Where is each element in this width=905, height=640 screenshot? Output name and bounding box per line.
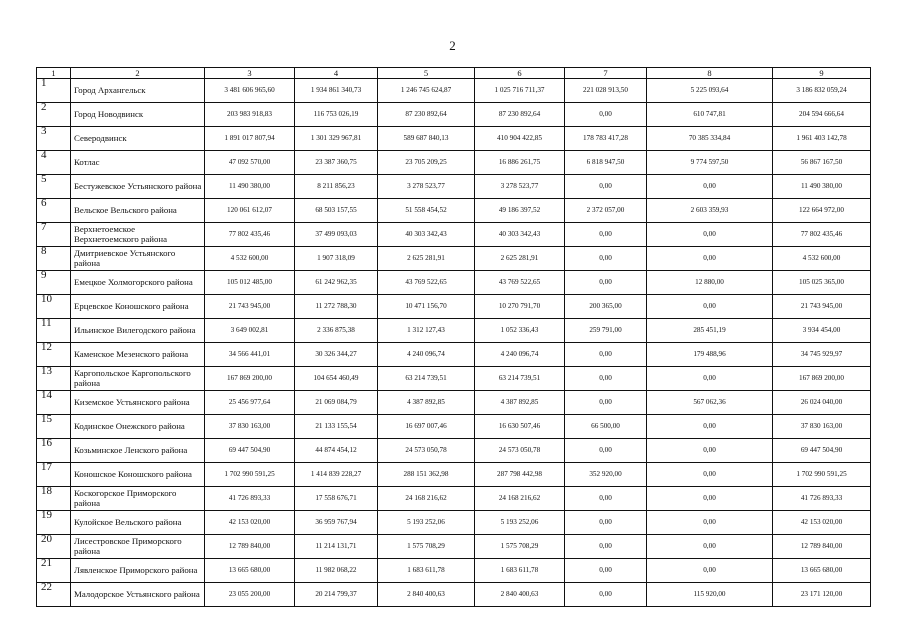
value-col-3: 203 983 918,83	[205, 103, 295, 127]
value-col-3: 1 891 017 807,94	[205, 127, 295, 151]
table-row	[37, 175, 871, 199]
column-header: 7	[565, 68, 647, 79]
value-col-4: 11 982 068,22	[295, 559, 378, 583]
table-row	[37, 535, 871, 559]
table-row	[37, 487, 871, 511]
value-col-9: 23 171 120,00	[773, 583, 871, 607]
value-col-5: 51 558 454,52	[378, 199, 475, 223]
value-col-5: 288 151 362,98	[378, 463, 475, 487]
value-col-9: 1 961 403 142,78	[773, 127, 871, 151]
municipality-name: Город Архангельск	[71, 79, 205, 103]
value-col-4: 23 387 360,75	[295, 151, 378, 175]
value-col-8: 0,00	[647, 367, 773, 391]
value-col-6: 410 904 422,85	[475, 127, 565, 151]
value-col-4: 44 874 454,12	[295, 439, 378, 463]
value-col-6: 87 230 892,64	[475, 103, 565, 127]
value-col-8: 0,00	[647, 439, 773, 463]
value-col-3: 21 743 945,00	[205, 295, 295, 319]
value-col-7: 6 818 947,50	[565, 151, 647, 175]
value-col-7: 0,00	[565, 343, 647, 367]
value-col-7: 0,00	[565, 535, 647, 559]
row-number: 15	[37, 415, 71, 439]
column-header: 8	[647, 68, 773, 79]
value-col-5: 5 193 252,06	[378, 511, 475, 535]
value-col-4: 17 558 676,71	[295, 487, 378, 511]
value-col-8: 567 062,36	[647, 391, 773, 415]
row-number: 4	[37, 151, 71, 175]
value-col-3: 11 490 380,00	[205, 175, 295, 199]
row-number: 6	[37, 199, 71, 223]
value-col-9: 41 726 893,33	[773, 487, 871, 511]
value-col-4: 37 499 093,03	[295, 223, 378, 247]
value-col-7: 0,00	[565, 391, 647, 415]
value-col-8: 610 747,81	[647, 103, 773, 127]
municipality-name: Коношское Коношского района	[71, 463, 205, 487]
value-col-9: 12 789 840,00	[773, 535, 871, 559]
value-col-9: 26 024 040,00	[773, 391, 871, 415]
municipality-name: Кодинское Онежского района	[71, 415, 205, 439]
value-col-6: 4 387 892,85	[475, 391, 565, 415]
table-row	[37, 247, 871, 271]
value-col-6: 1 025 716 711,37	[475, 79, 565, 103]
table-row	[37, 127, 871, 151]
value-col-4: 1 301 329 967,81	[295, 127, 378, 151]
value-col-5: 24 168 216,62	[378, 487, 475, 511]
municipality-name: Ерцевское Коношского района	[71, 295, 205, 319]
table-row	[37, 79, 871, 103]
value-col-8: 285 451,19	[647, 319, 773, 343]
row-number: 5	[37, 175, 71, 199]
value-col-6: 40 303 342,43	[475, 223, 565, 247]
value-col-7: 0,00	[565, 271, 647, 295]
value-col-8: 5 225 093,64	[647, 79, 773, 103]
row-number: 8	[37, 247, 71, 271]
municipality-name: Ильинское Вилегодского района	[71, 319, 205, 343]
value-col-3: 13 665 680,00	[205, 559, 295, 583]
row-number: 1	[37, 79, 71, 103]
value-col-7: 0,00	[565, 175, 647, 199]
row-number: 3	[37, 127, 71, 151]
value-col-6: 5 193 252,06	[475, 511, 565, 535]
value-col-9: 13 665 680,00	[773, 559, 871, 583]
value-col-5: 1 575 708,29	[378, 535, 475, 559]
table-row	[37, 199, 871, 223]
value-col-3: 3 649 002,81	[205, 319, 295, 343]
column-header: 1	[37, 68, 71, 79]
value-col-7: 178 783 417,28	[565, 127, 647, 151]
value-col-5: 40 303 342,43	[378, 223, 475, 247]
value-col-3: 37 830 163,00	[205, 415, 295, 439]
value-col-5: 43 769 522,65	[378, 271, 475, 295]
value-col-5: 1 683 611,78	[378, 559, 475, 583]
municipality-name: Город Новодвинск	[71, 103, 205, 127]
row-number: 21	[37, 559, 71, 583]
value-col-3: 4 532 600,00	[205, 247, 295, 271]
value-col-8: 0,00	[647, 463, 773, 487]
municipality-name: Бестужевское Устьянского района	[71, 175, 205, 199]
value-col-4: 116 753 026,19	[295, 103, 378, 127]
value-col-4: 61 242 962,35	[295, 271, 378, 295]
value-col-7: 0,00	[565, 439, 647, 463]
value-col-9: 4 532 600,00	[773, 247, 871, 271]
value-col-4: 1 907 318,09	[295, 247, 378, 271]
value-col-3: 120 061 612,07	[205, 199, 295, 223]
municipality-name: Верхнетоемское Верхнетоемского района	[71, 223, 205, 247]
value-col-7: 259 791,00	[565, 319, 647, 343]
value-col-6: 1 052 336,43	[475, 319, 565, 343]
value-col-3: 105 012 485,00	[205, 271, 295, 295]
value-col-7: 352 920,00	[565, 463, 647, 487]
row-number: 11	[37, 319, 71, 343]
table-row	[37, 367, 871, 391]
value-col-9: 21 743 945,00	[773, 295, 871, 319]
value-col-7: 221 028 913,50	[565, 79, 647, 103]
value-col-8: 0,00	[647, 247, 773, 271]
table-row	[37, 511, 871, 535]
table-row	[37, 415, 871, 439]
value-col-5: 23 705 209,25	[378, 151, 475, 175]
value-col-6: 10 270 791,70	[475, 295, 565, 319]
municipality-name: Коскогорское Приморского района	[71, 487, 205, 511]
value-col-7: 0,00	[565, 487, 647, 511]
value-col-9: 167 869 200,00	[773, 367, 871, 391]
value-col-6: 1 683 611,78	[475, 559, 565, 583]
column-number-row	[37, 68, 871, 79]
value-col-4: 1 414 839 228,27	[295, 463, 378, 487]
value-col-6: 1 575 708,29	[475, 535, 565, 559]
table-row	[37, 391, 871, 415]
value-col-7: 2 372 057,00	[565, 199, 647, 223]
value-col-9: 34 745 929,97	[773, 343, 871, 367]
value-col-5: 16 697 007,46	[378, 415, 475, 439]
value-col-4: 8 211 856,23	[295, 175, 378, 199]
table-row	[37, 295, 871, 319]
value-col-6: 287 798 442,98	[475, 463, 565, 487]
table-row	[37, 271, 871, 295]
row-number: 10	[37, 295, 71, 319]
municipality-name: Козьминское Ленского района	[71, 439, 205, 463]
value-col-7: 0,00	[565, 103, 647, 127]
row-number: 22	[37, 583, 71, 607]
value-col-8: 70 385 334,84	[647, 127, 773, 151]
column-header: 9	[773, 68, 871, 79]
value-col-8: 0,00	[647, 511, 773, 535]
value-col-4: 1 934 861 340,73	[295, 79, 378, 103]
value-col-4: 11 272 788,30	[295, 295, 378, 319]
municipality-name: Северодвинск	[71, 127, 205, 151]
value-col-4: 104 654 460,49	[295, 367, 378, 391]
row-number: 20	[37, 535, 71, 559]
page-number: 2	[449, 38, 456, 53]
row-number: 13	[37, 367, 71, 391]
value-col-4: 30 326 344,27	[295, 343, 378, 367]
value-col-5: 1 246 745 624,87	[378, 79, 475, 103]
value-col-5: 63 214 739,51	[378, 367, 475, 391]
table-row	[37, 439, 871, 463]
value-col-3: 47 092 570,00	[205, 151, 295, 175]
value-col-8: 0,00	[647, 223, 773, 247]
value-col-8: 0,00	[647, 295, 773, 319]
row-number: 7	[37, 223, 71, 247]
value-col-5: 10 471 156,70	[378, 295, 475, 319]
value-col-6: 3 278 523,77	[475, 175, 565, 199]
value-col-7: 0,00	[565, 511, 647, 535]
value-col-7: 0,00	[565, 247, 647, 271]
value-col-3: 42 153 020,00	[205, 511, 295, 535]
municipality-name: Киземское Устьянского района	[71, 391, 205, 415]
value-col-3: 34 566 441,01	[205, 343, 295, 367]
value-col-9: 122 664 972,00	[773, 199, 871, 223]
value-col-7: 0,00	[565, 583, 647, 607]
value-col-9: 1 702 990 591,25	[773, 463, 871, 487]
value-col-8: 2 603 359,93	[647, 199, 773, 223]
row-number: 19	[37, 511, 71, 535]
value-col-6: 2 840 400,63	[475, 583, 565, 607]
value-col-3: 23 055 200,00	[205, 583, 295, 607]
value-col-9: 42 153 020,00	[773, 511, 871, 535]
value-col-4: 68 503 157,55	[295, 199, 378, 223]
column-header: 6	[475, 68, 565, 79]
value-col-6: 4 240 096,74	[475, 343, 565, 367]
value-col-4: 21 069 084,79	[295, 391, 378, 415]
value-col-6: 16 630 507,46	[475, 415, 565, 439]
value-col-6: 49 186 397,52	[475, 199, 565, 223]
value-col-9: 56 867 167,50	[773, 151, 871, 175]
value-col-7: 66 500,00	[565, 415, 647, 439]
value-col-6: 24 168 216,62	[475, 487, 565, 511]
value-col-5: 24 573 050,78	[378, 439, 475, 463]
table-row	[37, 559, 871, 583]
value-col-9: 11 490 380,00	[773, 175, 871, 199]
table-row	[37, 223, 871, 247]
value-col-3: 25 456 977,64	[205, 391, 295, 415]
value-col-7: 0,00	[565, 367, 647, 391]
table-row	[37, 583, 871, 607]
value-col-4: 21 133 155,54	[295, 415, 378, 439]
value-col-5: 3 278 523,77	[378, 175, 475, 199]
column-header: 5	[378, 68, 475, 79]
value-col-6: 43 769 522,65	[475, 271, 565, 295]
value-col-6: 2 625 281,91	[475, 247, 565, 271]
municipality-name: Лисестровское Приморского района	[71, 535, 205, 559]
value-col-3: 1 702 990 591,25	[205, 463, 295, 487]
row-number: 12	[37, 343, 71, 367]
row-number: 18	[37, 487, 71, 511]
value-col-7: 200 365,00	[565, 295, 647, 319]
value-col-4: 11 214 131,71	[295, 535, 378, 559]
value-col-8: 0,00	[647, 415, 773, 439]
value-col-4: 36 959 767,94	[295, 511, 378, 535]
column-header: 3	[205, 68, 295, 79]
value-col-9: 3 934 454,00	[773, 319, 871, 343]
municipality-name: Каменское Мезенского района	[71, 343, 205, 367]
budget-table	[36, 67, 871, 607]
value-col-8: 115 920,00	[647, 583, 773, 607]
value-col-5: 589 687 840,13	[378, 127, 475, 151]
value-col-7: 0,00	[565, 559, 647, 583]
row-number: 9	[37, 271, 71, 295]
row-number: 14	[37, 391, 71, 415]
value-col-6: 63 214 739,51	[475, 367, 565, 391]
value-col-6: 16 886 261,75	[475, 151, 565, 175]
value-col-7: 0,00	[565, 223, 647, 247]
value-col-5: 4 387 892,85	[378, 391, 475, 415]
value-col-8: 0,00	[647, 535, 773, 559]
municipality-name: Лявленское Приморского района	[71, 559, 205, 583]
value-col-5: 87 230 892,64	[378, 103, 475, 127]
row-number: 17	[37, 463, 71, 487]
table-row	[37, 319, 871, 343]
value-col-3: 69 447 504,90	[205, 439, 295, 463]
value-col-8: 0,00	[647, 559, 773, 583]
value-col-9: 105 025 365,00	[773, 271, 871, 295]
municipality-name: Вельское Вельского района	[71, 199, 205, 223]
value-col-9: 37 830 163,00	[773, 415, 871, 439]
value-col-3: 77 802 435,46	[205, 223, 295, 247]
value-col-8: 179 488,96	[647, 343, 773, 367]
value-col-9: 69 447 504,90	[773, 439, 871, 463]
table-row	[37, 151, 871, 175]
municipality-name: Каргопольское Каргопольского района	[71, 367, 205, 391]
value-col-4: 20 214 799,37	[295, 583, 378, 607]
value-col-3: 12 789 840,00	[205, 535, 295, 559]
value-col-8: 0,00	[647, 175, 773, 199]
table-body	[37, 68, 871, 607]
value-col-5: 2 625 281,91	[378, 247, 475, 271]
value-col-8: 9 774 597,50	[647, 151, 773, 175]
table-row	[37, 343, 871, 367]
municipality-name: Малодорское Устьянского района	[71, 583, 205, 607]
value-col-3: 41 726 893,33	[205, 487, 295, 511]
value-col-5: 1 312 127,43	[378, 319, 475, 343]
value-col-3: 3 481 606 965,60	[205, 79, 295, 103]
municipality-name: Дмитриевское Устьянского района	[71, 247, 205, 271]
table-row	[37, 103, 871, 127]
value-col-9: 204 594 666,64	[773, 103, 871, 127]
value-col-4: 2 336 875,38	[295, 319, 378, 343]
column-header: 2	[71, 68, 205, 79]
row-number: 2	[37, 103, 71, 127]
value-col-3: 167 869 200,00	[205, 367, 295, 391]
value-col-9: 3 186 832 059,24	[773, 79, 871, 103]
value-col-6: 24 573 050,78	[475, 439, 565, 463]
municipality-name: Кулойское Вельского района	[71, 511, 205, 535]
value-col-9: 77 802 435,46	[773, 223, 871, 247]
value-col-5: 4 240 096,74	[378, 343, 475, 367]
row-number: 16	[37, 439, 71, 463]
value-col-8: 0,00	[647, 487, 773, 511]
value-col-8: 12 880,00	[647, 271, 773, 295]
value-col-5: 2 840 400,63	[378, 583, 475, 607]
municipality-name: Емецкое Холмогорского района	[71, 271, 205, 295]
column-header: 4	[295, 68, 378, 79]
table-row	[37, 463, 871, 487]
municipality-name: Котлас	[71, 151, 205, 175]
